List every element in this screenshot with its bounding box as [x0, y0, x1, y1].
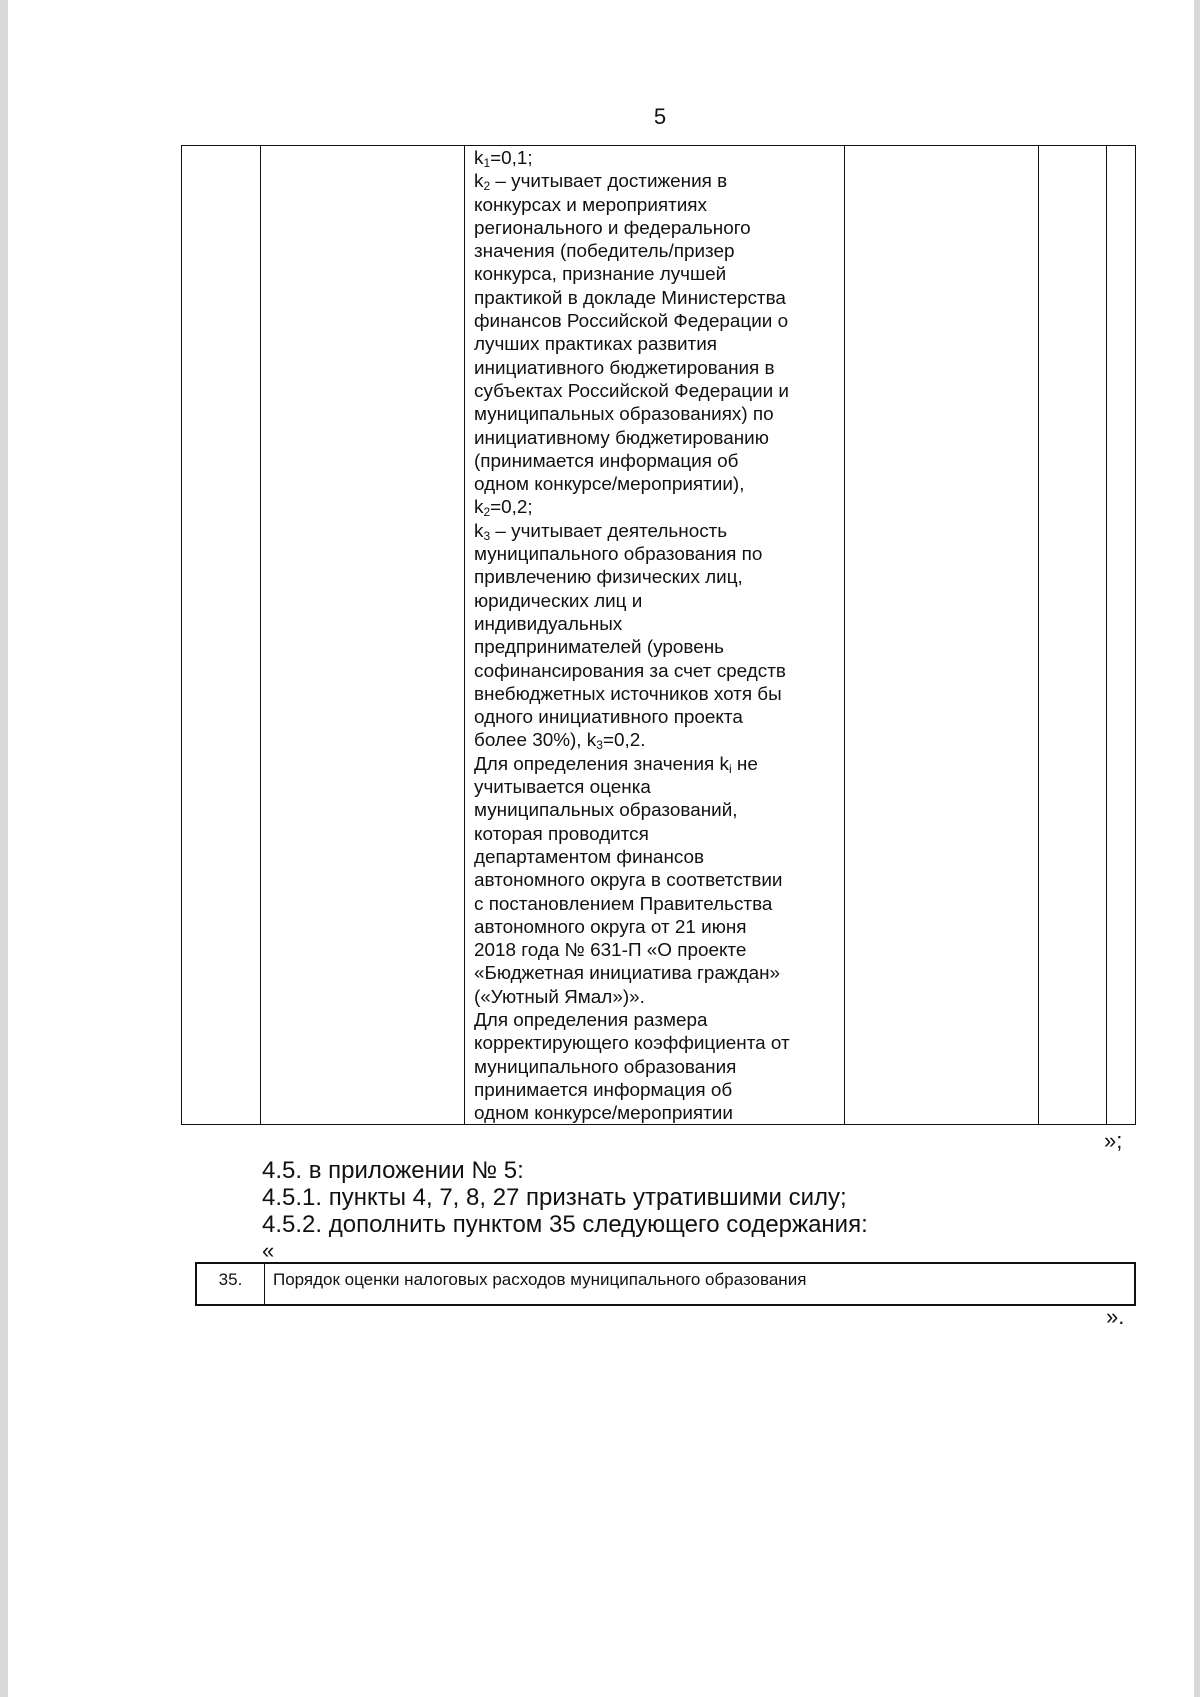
line-text: – учитывает деятельность	[490, 520, 728, 542]
line-text: лучших практиках развития	[474, 334, 717, 356]
cell-line	[474, 380, 844, 403]
cell-line	[474, 1056, 844, 1079]
coefficient-description-cell	[474, 147, 844, 1125]
subscript: 3	[483, 528, 491, 543]
cell-line	[474, 729, 844, 752]
cell-line	[474, 823, 844, 846]
cell-line	[474, 217, 844, 240]
cell-line	[474, 403, 844, 426]
item-number: 35.	[218, 1270, 243, 1289]
cell-line	[474, 1079, 844, 1102]
line-text: муниципального образования	[474, 1056, 737, 1078]
cell-line	[474, 427, 844, 450]
line-text: внебюджетных источников хотя бы	[474, 683, 782, 705]
subscript: i	[728, 761, 732, 776]
cell-line	[474, 846, 844, 869]
line-text: одного инициативного проекта	[474, 707, 743, 729]
cell-line	[474, 706, 844, 729]
cell-line	[474, 496, 844, 519]
cell-line	[474, 147, 844, 170]
subscript: 2	[483, 179, 491, 194]
line-text: муниципального образования по	[474, 544, 763, 566]
line-text: k	[474, 148, 484, 169]
cell-line	[474, 310, 844, 333]
scan-edge-left	[0, 0, 8, 1697]
cell-line	[474, 636, 844, 659]
closing-quote-mark-final: ».	[1106, 1304, 1125, 1329]
subscript: 1	[483, 156, 491, 170]
cell-line	[474, 962, 844, 985]
cell-line	[474, 357, 844, 380]
paragraph-4-5-2: 4.5.2. дополнить пунктом 35 следующего содержания:	[262, 1211, 868, 1238]
cell-line	[474, 240, 844, 263]
page-number: 5	[653, 104, 667, 129]
column-divider-3	[844, 145, 845, 1125]
cell-line	[474, 776, 844, 799]
line-text: принимается информация об	[474, 1079, 733, 1101]
line-text: =0,2;	[490, 497, 533, 519]
cell-line	[474, 939, 844, 962]
line-text: юридических лиц и	[474, 590, 643, 612]
column-divider	[264, 1264, 265, 1304]
line-text: инициативного бюджетирования в	[474, 357, 775, 379]
line-text: конкурса, признание лучшей	[474, 264, 727, 286]
column-divider-2	[464, 145, 465, 1125]
line-text: конкурсах и мероприятиях	[474, 194, 707, 216]
cell-line	[474, 263, 844, 286]
paragraph-4-5: 4.5. в приложении № 5:	[262, 1157, 524, 1184]
line-text: софинансирования за счет средств	[474, 660, 786, 682]
line-text: более 30%), k	[474, 730, 597, 752]
line-text: не	[731, 753, 758, 775]
line-text: финансов Российской Федерации о	[474, 311, 789, 333]
cell-line	[474, 287, 844, 310]
line-text: субъектах Российской Федерации и	[474, 380, 789, 402]
line-text: одном конкурсе/мероприятии),	[474, 474, 745, 496]
subscript: 3	[596, 738, 603, 753]
line-text: с постановлением Правительства	[474, 893, 773, 915]
cell-line	[474, 473, 844, 496]
cell-line	[474, 893, 844, 916]
line-text: значения (победитель/призер	[474, 241, 735, 263]
line-text: – учитывает достижения в	[490, 171, 728, 193]
line-text: индивидуальных	[474, 613, 623, 635]
line-text: практикой в докладе Министерства	[474, 287, 786, 309]
line-text: муниципальных образованиях) по	[474, 404, 774, 426]
line-text: =0,2.	[602, 730, 646, 752]
cell-line	[474, 543, 844, 566]
scan-edge-right	[1194, 0, 1200, 1697]
line-text: которая проводится	[474, 823, 649, 845]
line-text: одном конкурсе/мероприятии	[474, 1103, 733, 1125]
closing-quote-mark: »;	[1104, 1128, 1123, 1153]
cell-line	[474, 683, 844, 706]
line-text: автономного округа в соответствии	[474, 870, 783, 892]
cell-line	[474, 590, 844, 613]
cell-line	[474, 613, 844, 636]
column-divider-1	[260, 145, 261, 1125]
line-text: Для определения размера	[474, 1009, 708, 1031]
cell-line	[474, 333, 844, 356]
cell-line	[474, 916, 844, 939]
line-text: 2018 года № 631-П «О проекте	[474, 940, 747, 962]
line-text: k	[474, 497, 484, 519]
line-text: «Бюджетная инициатива граждан»	[474, 963, 781, 985]
cell-line	[474, 566, 844, 589]
subscript: 2	[483, 505, 491, 520]
cell-line	[474, 753, 844, 776]
line-text: автономного округа от 21 июня	[474, 916, 747, 938]
cell-line	[474, 660, 844, 683]
cell-line	[474, 450, 844, 473]
addition-table	[195, 1262, 1136, 1306]
cell-line	[474, 1009, 844, 1032]
line-text: привлечению физических лиц,	[474, 567, 743, 589]
line-text: k	[474, 520, 484, 542]
cell-line	[474, 869, 844, 892]
line-text: инициативному бюджетированию	[474, 427, 769, 449]
coefficient-table	[181, 145, 1136, 1125]
line-text: =0,1;	[490, 148, 533, 169]
line-text: регионального и федерального	[474, 217, 751, 239]
paragraph-4-5-1: 4.5.1. пункты 4, 7, 8, 27 признать утратившими силу;	[262, 1184, 847, 1211]
line-text: Для определения значения k	[474, 753, 729, 775]
line-text: муниципальных образований,	[474, 800, 738, 822]
line-text: предпринимателей (уровень	[474, 637, 724, 659]
column-divider-5	[1106, 145, 1107, 1125]
item-text: Порядок оценки налоговых расходов муниципального образования	[273, 1270, 807, 1289]
line-text: корректирующего коэффициента от	[474, 1033, 790, 1055]
line-text: (принимается информация об	[474, 450, 739, 472]
opening-quote-mark: «	[262, 1238, 275, 1263]
line-text: («Уютный Ямал»)».	[474, 986, 645, 1008]
cell-line	[474, 520, 844, 543]
cell-line	[474, 1102, 844, 1125]
column-divider-4	[1038, 145, 1039, 1125]
cell-line	[474, 1032, 844, 1055]
line-text: департаментом финансов	[474, 846, 705, 868]
cell-line	[474, 799, 844, 822]
cell-line	[474, 170, 844, 193]
cell-line	[474, 986, 844, 1009]
line-text: учитывается оценка	[474, 777, 651, 799]
cell-line	[474, 194, 844, 217]
line-text: k	[474, 171, 484, 193]
